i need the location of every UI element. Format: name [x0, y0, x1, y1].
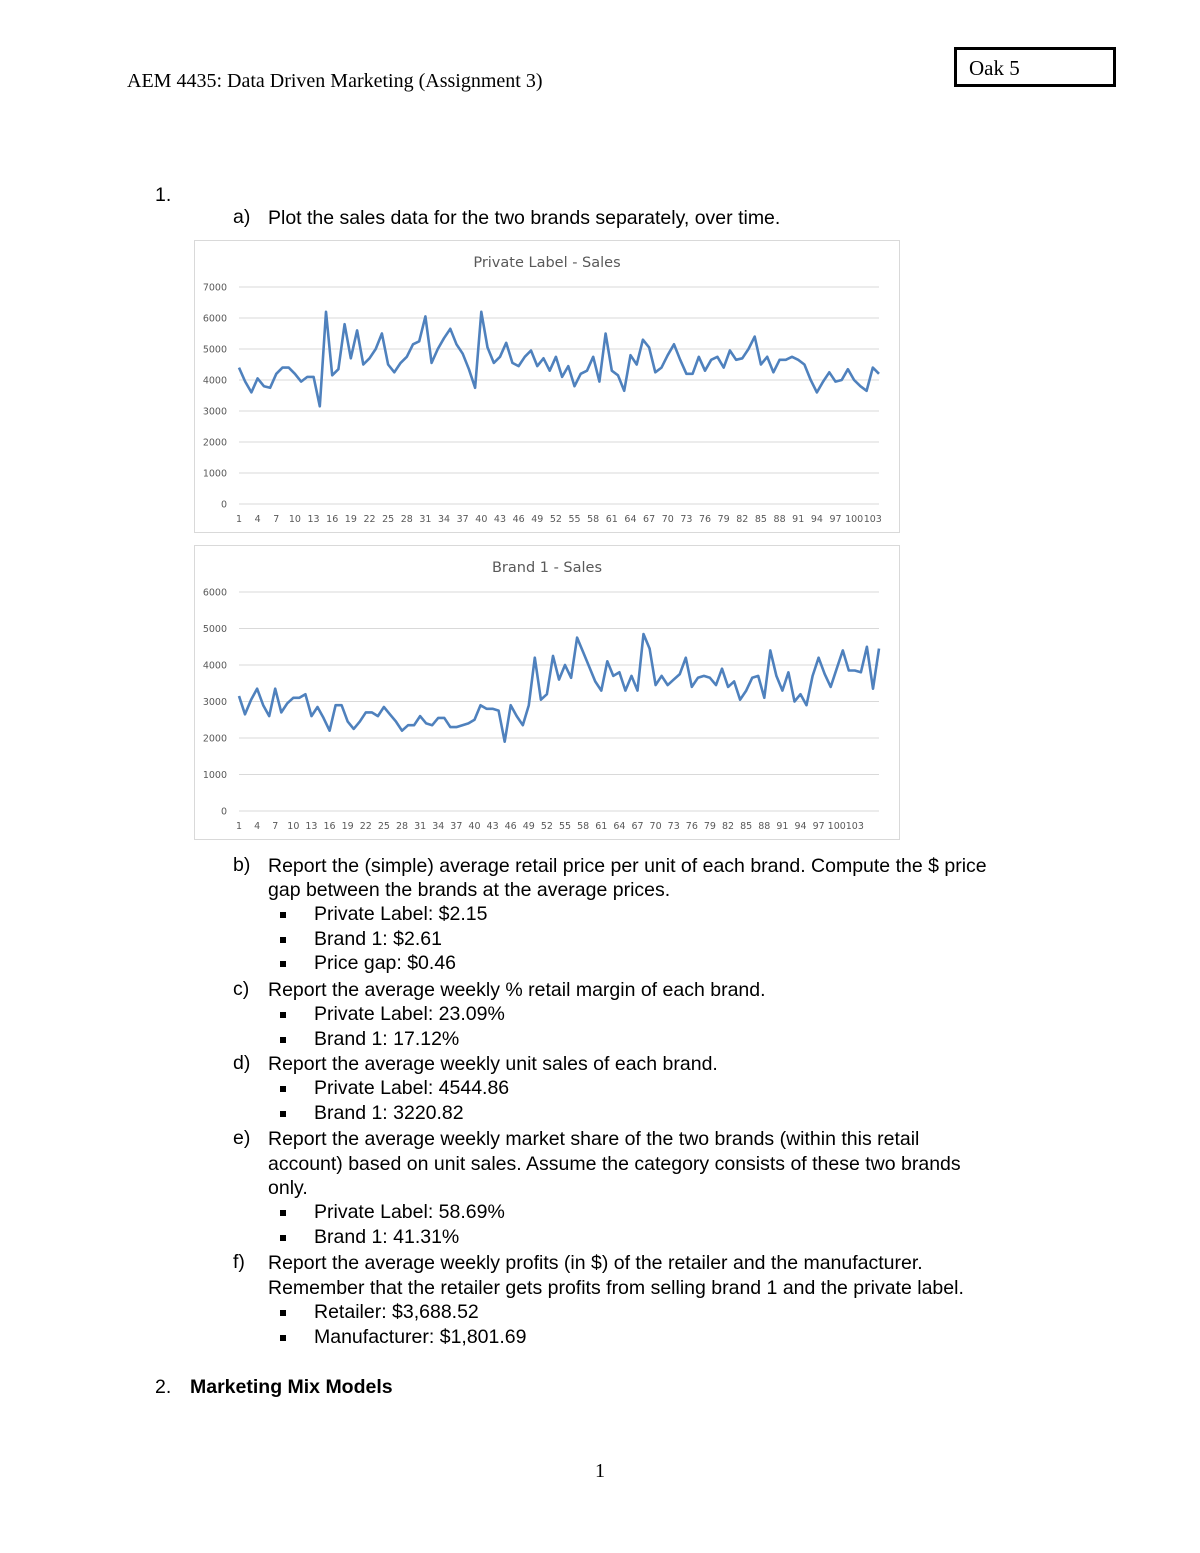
- chart-title: Private Label - Sales: [473, 255, 621, 271]
- private-label-sales-chart: [194, 240, 900, 533]
- y-tick-label: 4000: [202, 660, 227, 672]
- q1d-text: Report the average weekly unit sales of each brand.: [268, 1053, 718, 1075]
- x-tick-label: 49: [522, 821, 535, 832]
- chart-title: Brand 1 - Sales: [491, 560, 603, 576]
- y-tick-label: 6000: [202, 313, 227, 325]
- bullet-text: Brand 1: 41.31%: [314, 1225, 460, 1248]
- q1e-text-line2: account) based on unit sales. Assume the category consists of these two brands: [268, 1153, 961, 1175]
- y-tick-label: 2000: [202, 437, 227, 449]
- bullet-icon: [280, 961, 286, 967]
- q1c-text: Report the average weekly % retail margin of each brand.: [268, 979, 766, 1001]
- x-tick-label: 52: [549, 514, 562, 525]
- bullet-icon: [280, 912, 286, 918]
- x-tick-label: 61: [595, 821, 608, 832]
- q1c-label: c): [233, 978, 250, 1000]
- x-tick-label: 55: [568, 514, 581, 525]
- list-item: [268, 927, 487, 952]
- bullet-icon: [280, 937, 286, 943]
- q1e-label: e): [233, 1127, 251, 1149]
- x-tick-label: 25: [377, 821, 390, 832]
- x-tick-label: 85: [754, 514, 767, 525]
- x-tick-label: 70: [649, 821, 662, 832]
- x-tick-label: 22: [359, 821, 372, 832]
- list-item: [268, 1225, 505, 1250]
- x-tick-label: 28: [395, 821, 409, 832]
- y-tick-label: 2000: [202, 733, 227, 745]
- q1d-bullets: [268, 1076, 509, 1125]
- q1b-text-line1: Report the (simple) average retail price per unit of each brand. Compute the $ price: [268, 855, 987, 877]
- bullet-icon: [280, 1111, 286, 1117]
- x-tick-label: 70: [661, 514, 674, 525]
- q1b-bullets: [268, 902, 487, 976]
- series-line: [239, 312, 879, 407]
- list-item: [268, 951, 487, 976]
- x-tick-label: 37: [450, 821, 463, 832]
- x-tick-label: 34: [432, 821, 445, 832]
- bullet-icon: [280, 1086, 286, 1092]
- question-1-number: 1.: [155, 184, 172, 206]
- q1e-bullets: [268, 1200, 505, 1249]
- bullet-text: Price gap: $0.46: [314, 952, 457, 975]
- list-item: [268, 1027, 505, 1052]
- list-item: [268, 1300, 526, 1325]
- y-tick-label: 5000: [202, 344, 227, 356]
- q1f-text-line2: Remember that the retailer gets profits from selling brand 1 and the private label.: [268, 1277, 964, 1299]
- y-tick-label: 6000: [202, 587, 227, 599]
- x-tick-label: 31: [414, 821, 427, 832]
- list-item: [268, 1200, 505, 1225]
- y-tick-label: 1000: [202, 770, 227, 781]
- bullet-icon: [280, 1235, 286, 1241]
- x-tick-label: 76: [698, 514, 712, 525]
- y-tick-label: 0: [220, 806, 227, 818]
- x-tick-label: 88: [758, 821, 771, 832]
- x-tick-label: 73: [667, 821, 680, 832]
- q1b-label: b): [233, 854, 251, 876]
- q1a-text: Plot the sales data for the two brands separately, over time.: [268, 207, 781, 229]
- bullet-text: Brand 1: $2.61: [314, 927, 442, 950]
- x-tick-label: 16: [323, 821, 336, 832]
- name-box: Oak 5: [954, 47, 1116, 87]
- x-tick-label: 7: [272, 821, 279, 832]
- x-tick-label: 73: [680, 514, 693, 525]
- q1c-bullets: [268, 1002, 505, 1051]
- bullet-icon: [280, 1037, 286, 1043]
- x-tick-label: 55: [558, 821, 572, 832]
- x-tick-label: 13: [305, 821, 318, 832]
- bullet-icon: [280, 1310, 286, 1316]
- x-tick-label: 1: [235, 514, 243, 525]
- bullet-text: Private Label: 23.09%: [314, 1003, 505, 1025]
- q1b-text-line2: gap between the brands at the average prices.: [268, 879, 671, 901]
- x-tick-label: 28: [400, 514, 413, 525]
- x-tick-label: 34: [438, 514, 451, 525]
- x-tick-label: 91: [792, 514, 805, 525]
- x-tick-label: 64: [613, 821, 626, 832]
- x-tick-label: 22: [363, 514, 376, 525]
- x-tick-label: 79: [703, 821, 716, 832]
- series-line: [239, 634, 879, 742]
- q1a-label: a): [233, 206, 251, 228]
- q1d-label: d): [233, 1052, 251, 1074]
- bullet-text: Private Label: $2.15: [314, 903, 488, 925]
- x-tick-label: 40: [475, 514, 488, 525]
- x-tick-label: 100: [845, 514, 864, 525]
- bullet-text: Private Label: 4544.86: [314, 1077, 510, 1099]
- x-tick-label: 19: [341, 821, 354, 832]
- q1f-label: f): [233, 1251, 245, 1273]
- y-tick-label: 5000: [202, 624, 227, 635]
- bullet-text: Brand 1: 17.12%: [314, 1027, 460, 1050]
- brand-1-sales-svg: [195, 546, 899, 839]
- x-tick-label: 31: [419, 514, 432, 525]
- x-tick-label: 49: [531, 514, 544, 525]
- x-tick-label: 97: [829, 514, 842, 525]
- x-tick-label: 1: [235, 821, 243, 832]
- x-tick-label: 43: [493, 514, 507, 525]
- question-2-number: 2.: [155, 1376, 172, 1398]
- brand-1-sales-chart: [194, 545, 900, 840]
- x-tick-label: 46: [504, 821, 517, 832]
- x-tick-label: 103: [863, 514, 882, 525]
- list-item: [268, 902, 487, 927]
- x-tick-label: 103: [845, 821, 864, 832]
- bullet-text: Manufacturer: $1,801.69: [314, 1325, 527, 1348]
- x-tick-label: 97: [812, 821, 825, 832]
- x-tick-label: 88: [773, 514, 786, 525]
- x-tick-label: 67: [631, 821, 644, 832]
- y-tick-label: 4000: [202, 375, 227, 387]
- private-label-sales-svg: [195, 241, 899, 532]
- x-tick-label: 64: [624, 514, 637, 525]
- x-tick-label: 19: [344, 514, 357, 525]
- y-tick-label: 1000: [202, 468, 227, 480]
- x-tick-label: 16: [326, 514, 339, 525]
- x-tick-label: 91: [776, 821, 789, 832]
- header-title: AEM 4435: Data Driven Marketing (Assignment 3): [127, 70, 543, 92]
- x-tick-label: 40: [468, 821, 481, 832]
- x-tick-label: 94: [810, 514, 823, 525]
- q1f-bullets: [268, 1300, 526, 1349]
- x-tick-label: 82: [722, 821, 735, 832]
- y-tick-label: 0: [220, 499, 227, 511]
- bullet-text: Private Label: 58.69%: [314, 1201, 505, 1223]
- list-item: [268, 1101, 509, 1126]
- x-tick-label: 82: [736, 514, 749, 525]
- x-tick-label: 58: [587, 514, 600, 525]
- x-tick-label: 100: [827, 821, 846, 832]
- bullet-text: Retailer: $3,688.52: [314, 1301, 479, 1323]
- list-item: [268, 1325, 526, 1350]
- x-tick-label: 94: [794, 821, 807, 832]
- page-number: 1: [595, 1460, 605, 1482]
- x-tick-label: 10: [288, 514, 301, 525]
- x-tick-label: 4: [254, 514, 261, 525]
- y-tick-label: 7000: [202, 282, 227, 294]
- x-tick-label: 25: [382, 514, 395, 525]
- bullet-icon: [280, 1335, 286, 1341]
- bullet-text: Brand 1: 3220.82: [314, 1101, 464, 1124]
- x-tick-label: 4: [254, 821, 261, 832]
- bullet-icon: [280, 1210, 286, 1216]
- x-tick-label: 37: [456, 514, 469, 525]
- x-tick-label: 76: [685, 821, 698, 832]
- x-tick-label: 58: [577, 821, 590, 832]
- x-tick-label: 85: [740, 821, 753, 832]
- x-tick-label: 7: [273, 514, 280, 525]
- x-tick-label: 46: [512, 514, 525, 525]
- question-2-title: Marketing Mix Models: [190, 1376, 393, 1398]
- q1f-text-line1: Report the average weekly profits (in $) of the retailer and the manufacturer.: [268, 1252, 923, 1274]
- list-item: [268, 1002, 505, 1027]
- x-tick-label: 13: [307, 514, 320, 525]
- y-tick-label: 3000: [202, 697, 227, 708]
- q1e-text-line3: only.: [268, 1177, 308, 1199]
- x-tick-label: 43: [486, 821, 499, 832]
- q1e-text-line1: Report the average weekly market share of the two brands (within this retail: [268, 1128, 920, 1150]
- y-tick-label: 3000: [202, 406, 227, 418]
- x-tick-label: 10: [287, 821, 300, 832]
- bullet-icon: [280, 1012, 286, 1018]
- x-tick-label: 67: [643, 514, 656, 525]
- list-item: [268, 1076, 509, 1101]
- x-tick-label: 79: [717, 514, 730, 525]
- x-tick-label: 52: [540, 821, 553, 832]
- x-tick-label: 61: [605, 514, 618, 525]
